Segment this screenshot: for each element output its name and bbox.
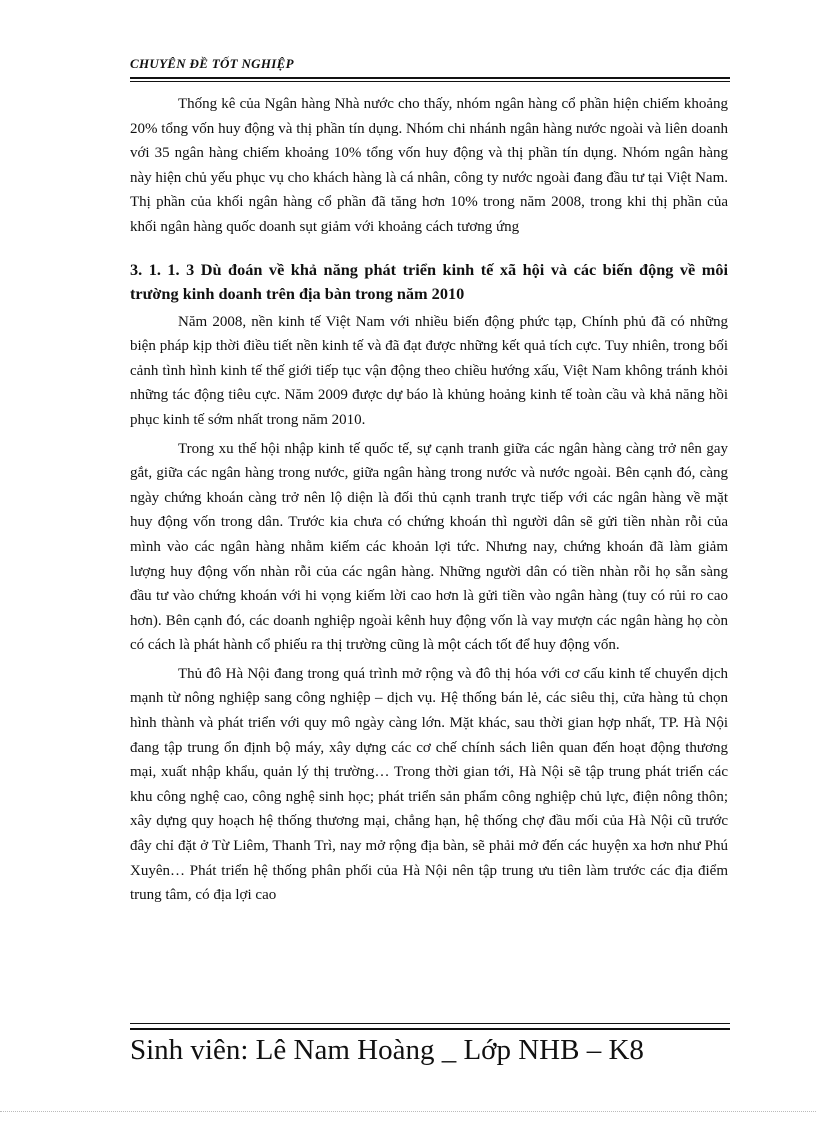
paragraph-4: Thủ đô Hà Nội đang trong quá trình mở rộng và đô thị hóa với cơ cấu kinh tế chuyển dịch mạnh từ nông nghiệp sang công nghiệp – dịch vụ. Hệ thống bán lẻ, các siêu thị, cửa hàng tủ chọn hình thành và phát triển với quy mô ngày càng lớn. Mặt khác, sau thời gian hợp nhất, TP. Hà Nội đang tập trung ổn định bộ máy, xây dựng các cơ chế chính sách liên quan đến hoạt động thương mại, xuất nhập khẩu, quản lý thị trường… Trong thời gian tới, Hà Nội sẽ tập trung phát triển các khu công nghệ cao, công nghệ sinh học; phát triển sản phẩm công nghiệp chủ lực, điện nông thôn; xây dựng quy hoạch hệ thống thương mại, chẳng hạn, hệ thống chợ đầu mối của Hà Nội cũ trước đây chỉ đặt ở Từ Liêm, Thanh Trì, nay mở rộng địa bàn, sẽ phải mở đến các huyện xa hơn như Phú Xuyên… Phát triển hệ thống phân phối của Hà Nội nên tập trung ưu tiên làm trước các địa điểm trung tâm, có địa lợi cao — [130, 665, 728, 904]
paragraph-2: Năm 2008, nền kinh tế Việt Nam với nhiều biến động phức tạp, Chính phủ đã có những biện pháp kịp thời điều tiết nền kinh tế và đã đạt được những kết quả tích cực. Tuy nhiên, trong bối cảnh tình hình kinh tế thế giới tiếp tục vận động theo chiều hướng xấu, Việt Nam không tránh khỏi những tác động tiêu cực. Năm 2009 được dự báo là khủng hoảng kinh tế toàn cầu và khả năng hồi phục kinh tế sớm nhất trong năm 2010. — [130, 313, 728, 428]
footer-divider-thin — [130, 1023, 730, 1024]
paragraph-1: Thống kê của Ngân hàng Nhà nước cho thấy, nhóm ngân hàng cổ phần hiện chiếm khoảng 20% tổng vốn huy động và thị phần tín dụng. Nhóm chi nhánh ngân hàng nước ngoài và liên doanh với 35 ngân hàng chiếm khoảng 10% tổng vốn huy động và thị phần tín dụng. Nhóm ngân hàng này hiện chủ yếu phục vụ cho khách hàng là cá nhân, công ty nước ngoài đang đầu tư tại Việt Nam. Thị phần của khối ngân hàng cổ phần đã tăng hơn 10% trong năm 2008, trong khi thị phần của khối ngân hàng quốc doanh sụt giảm với khoảng cách tương ứng — [130, 96, 728, 235]
paragraph-3: Trong xu thế hội nhập kinh tế quốc tế, sự cạnh tranh giữa các ngân hàng càng trở nên gay gắt, giữa các ngân hàng trong nước, giữa ngân hàng trong nước và nước ngoài. Bên cạnh đó, càng ngày chứng khoán càng trở nên lộ diện là đối thủ cạnh tranh trực tiếp với các ngân hàng về mặt huy động vốn trong dân. Trước kia chưa có chứng khoán thì người dân sẽ gửi tiền nhàn rỗi của mình vào các ngân hàng nhằm kiếm các khoản lợi tức. Nhưng nay, chứng khoán đã làm giảm lượng huy động vốn nhàn rỗi của các ngân hàng. Những người dân có tiền nhàn rỗi họ sẵn sàng đầu tư vào chứng khoán với hi vọng kiếm lời cao hơn là gửi tiền vào ngân hàng (tuy có rủi ro cao hơn). Bên cạnh đó, các doanh nghiệp ngoài kênh huy động vốn là vay mượn các ngân hàng họ còn có cách là phát hành cổ phiếu ra thị trường cũng là một cách tốt để huy động vốn. — [130, 440, 728, 654]
document-body — [130, 92, 728, 908]
section-heading: 3. 1. 1. 3 Dù đoán về khả năng phát triển kinh tế xã hội và các biến động về môi trường kinh doanh trên địa bàn trong năm 2010 — [130, 259, 728, 303]
header-divider-thin — [130, 81, 730, 82]
header-divider — [130, 77, 730, 79]
page-header: CHUYÊN ĐỀ TỐT NGHIỆP — [130, 56, 294, 71]
page-edge — [0, 1111, 816, 1112]
page-footer: Sinh viên: Lê Nam Hoàng _ Lớp NHB – K8 — [130, 1034, 644, 1066]
